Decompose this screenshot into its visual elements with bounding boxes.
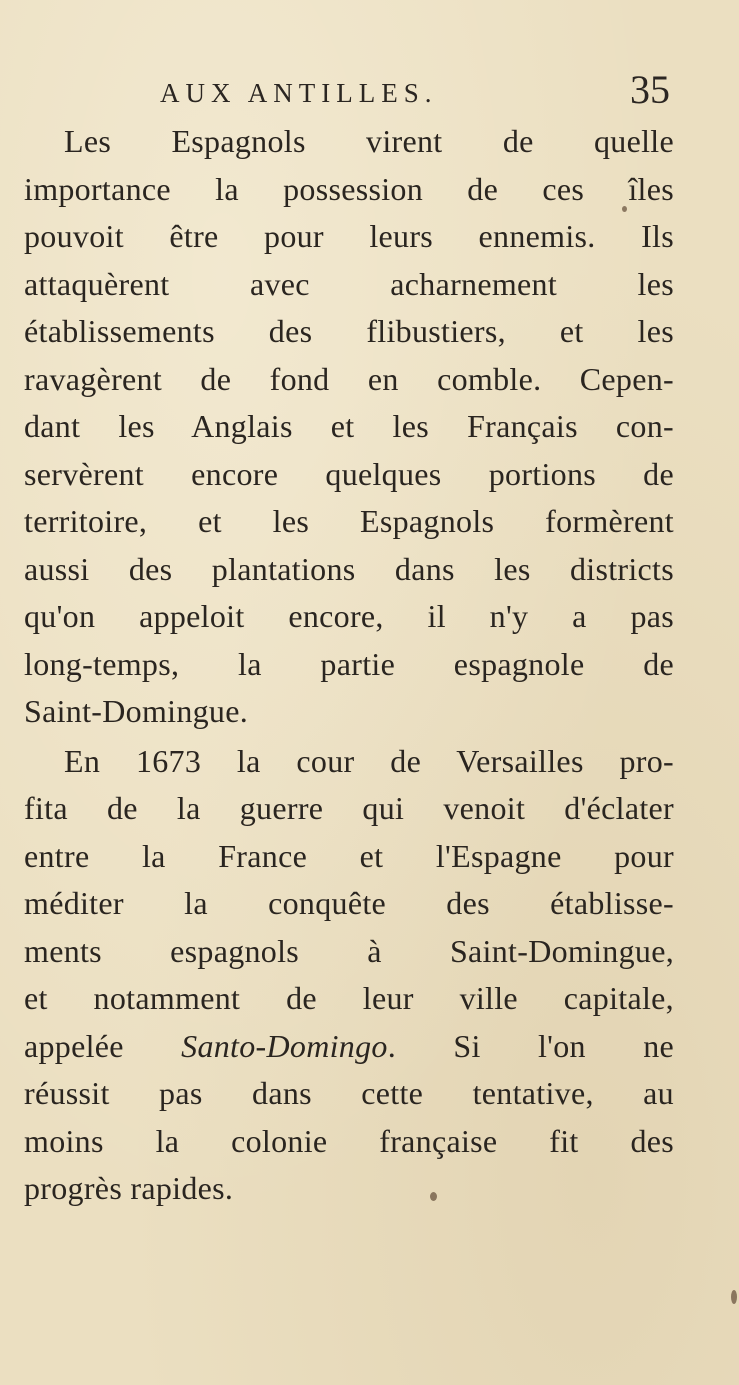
ink-speck: [622, 206, 627, 212]
text-line: dant les Anglais et les Français con-: [24, 408, 674, 444]
ink-speck: [430, 1192, 437, 1201]
text-line: En 1673 la cour de Versailles pro-: [64, 742, 674, 779]
text-line: Saint-Domingue.: [24, 693, 249, 729]
paragraph-1: [24, 118, 674, 736]
text-line-with-italic: [24, 1023, 674, 1071]
text-line: ravagèrent de fond en comble. Cepen-: [24, 360, 674, 397]
running-head: [160, 66, 670, 116]
text-line: pouvoit être pour leurs ennemis. Ils: [24, 218, 674, 254]
text-segment: appelée: [24, 1027, 182, 1064]
text-line: qu'on appeloit encore, il n'y a pas: [24, 598, 674, 634]
text-line: ments espagnols à Saint-Domingue,: [24, 932, 674, 969]
text-line: servèrent encore quelques portions de: [24, 455, 674, 492]
text-line: fita de la guerre qui venoit d'éclater: [24, 790, 674, 826]
text-line: entre la France et l'Espagne pour: [24, 837, 674, 874]
text-line: et notamment de leur ville capitale,: [24, 980, 674, 1016]
text-line: aussi des plantations dans les districts: [24, 550, 674, 587]
text-line: attaquèrent avec acharnement les: [24, 265, 674, 302]
text-line: Les Espagnols virent de quelle: [64, 123, 674, 159]
body-text: [24, 118, 674, 1215]
ink-speck: [731, 1290, 737, 1304]
text-line: moins la colonie française fit des: [24, 1122, 674, 1159]
text-line: établissements des flibustiers, et les: [24, 313, 674, 349]
italic-place-name: Santo-Domingo: [181, 1027, 388, 1064]
running-title: AUX ANTILLES.: [160, 78, 438, 108]
text-line: méditer la conquête des établisse-: [24, 885, 674, 921]
text-line: réussit pas dans cette tentative, au: [24, 1075, 674, 1111]
text-segment: . Si l'on ne: [387, 1027, 674, 1064]
paragraph-2: [24, 738, 674, 1213]
text-line: importance la possession de ces îles: [24, 170, 674, 207]
text-line: progrès rapides.: [24, 1170, 234, 1206]
text-line: territoire, et les Espagnols formèrent: [24, 503, 674, 539]
page-number: 35: [630, 67, 670, 112]
text-line: long-temps, la partie espagnole de: [24, 645, 674, 682]
